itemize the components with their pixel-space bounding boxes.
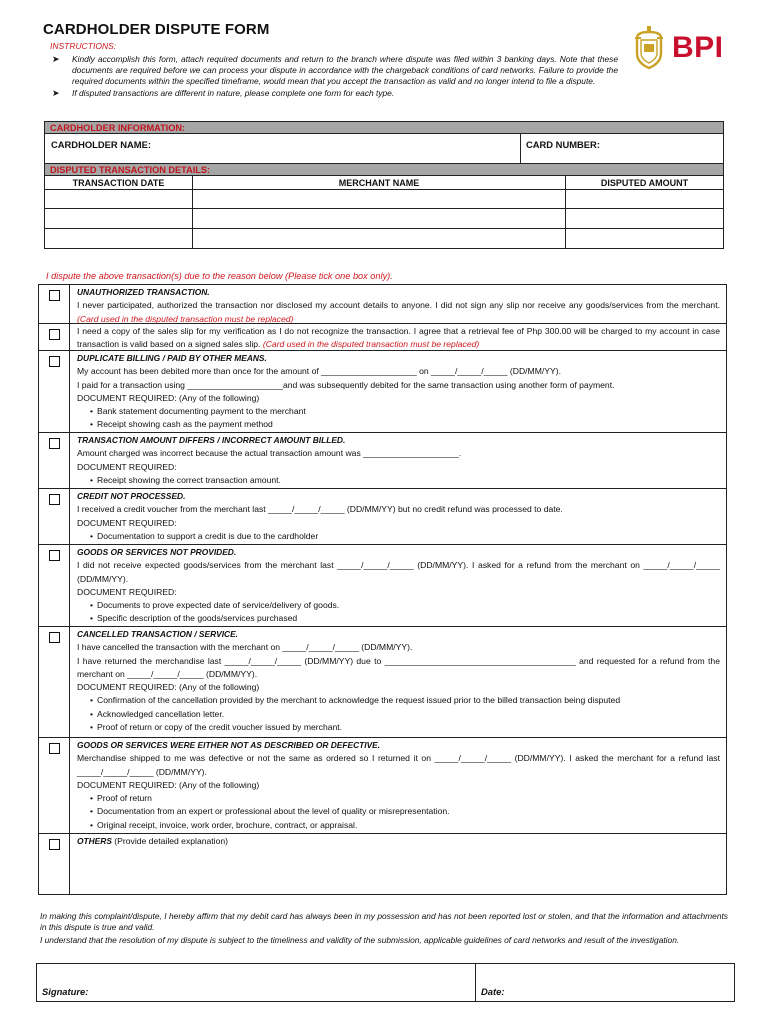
cardholder-name-field[interactable] [45,134,521,163]
reason-checkbox[interactable] [49,329,60,340]
cardholder-name-label: CARDHOLDER NAME: [51,139,151,150]
list-item: • Bank statement documenting payment to the merchant [77,405,720,418]
arrow-bullet-icon: ➤ [52,87,60,98]
reason-title: OTHERS [77,836,112,846]
document-required-label: DOCUMENT REQUIRED: [77,461,177,472]
reason-checkbox[interactable] [49,550,60,561]
date-label: Date: [481,986,505,997]
reason-cancelled [39,627,726,738]
list-item: • Original receipt, invoice, work order, brochure, contract, or appraisal. [77,819,720,832]
affirmation-text: I understand that the resolution of my dispute is subject to the timeliness and validity of the submission, applicable guidelines of card networks and result of the investigation. [40,935,680,946]
instructions-label: INSTRUCTIONS: [50,41,117,51]
reasons-table [38,284,727,895]
document-required-label: DOCUMENT REQUIRED: (Any of the following) [77,779,260,790]
bpi-logo [632,20,742,75]
transaction-date-cell[interactable] [45,190,193,208]
reason-text: I have cancelled the transaction with the merchant on _____/_____/_____ (DD/MM/YY). [77,642,413,653]
list-item: • Acknowledged cancellation letter. [77,708,720,721]
card-number-label: CARD NUMBER: [526,139,600,150]
table-row [45,229,723,248]
header-merchant-name: MERCHANT NAME [193,176,566,189]
reason-title: DUPLICATE BILLING / PAID BY OTHER MEANS. [77,353,267,363]
merchant-name-cell[interactable] [193,190,566,208]
reason-text: I did not receive expected goods/services from the merchant last _____/_____/_____ (DD/MM/YY). I asked for a refund from the merchant on _____/_____/_____ (DD/MM/YY). [77,560,720,584]
date-field[interactable] [476,964,734,1001]
reason-title: GOODS OR SERVICES NOT PROVIDED. [77,547,237,557]
reason-text: I received a credit voucher from the merchant last _____/_____/_____ (DD/MM/YY) but no credit refund was processed to date. [77,504,563,515]
table-row [45,209,723,228]
reason-duplicate-billing [39,351,726,433]
reason-credit-not-processed [39,489,726,545]
signature-label: Signature: [42,986,89,997]
list-item: • Documentation to support a credit is due to the cardholder [77,530,720,543]
table-row [45,190,723,209]
disputed-amount-cell[interactable] [566,229,723,248]
document-required-label: DOCUMENT REQUIRED: (Any of the following) [77,392,260,403]
transactions-header-row [45,176,723,190]
reason-text: I need a copy of the sales slip for my verification as I do not recognize the transaction. I agree that a retrieval fee of Php 300.00 will be charged to my account in case transaction is valid based on a signed sales slip. [77,326,720,350]
disputed-amount-cell[interactable] [566,209,723,227]
logo-text: BPI [672,30,724,64]
reason-text: Amount charged was incorrect because the actual transaction amount was ____________________. [77,448,462,459]
reason-unauthorized [39,285,726,324]
instructions [52,54,618,99]
transaction-date-cell[interactable] [45,229,193,248]
merchant-name-cell[interactable] [193,209,566,227]
signature-block [36,963,735,1002]
disputed-amount-cell[interactable] [566,190,723,208]
cardholder-section-header: CARDHOLDER INFORMATION: [45,122,723,134]
reason-text: Merchandise shipped to me was defective or not the same as ordered so I returned it on _____/_____/_____ (DD/MM/YY). I asked the merchant for a refund last _____/_____/_____ (DD/MM/YY). [77,753,720,777]
dispute-prompt: I dispute the above transaction(s) due to the reason below (Please tick one box only). [46,271,393,281]
list-item: • Receipt showing the correct transaction amount. [77,474,720,487]
list-item: • Documents to prove expected date of service/delivery of goods. [77,599,720,612]
reason-sales-slip-copy [39,324,726,351]
affirmation-text: In making this complaint/dispute, I hereby affirm that my debit card has always been in my possession and has not been reported lost or stolen, and that the information and attachments in this dispute is true and valid. [40,911,728,933]
signature-field[interactable] [37,964,476,1001]
document-required-label: DOCUMENT REQUIRED: (Any of the following) [77,682,260,693]
reason-checkbox[interactable] [49,290,60,301]
reason-checkbox[interactable] [49,438,60,449]
reason-checkbox[interactable] [49,839,60,850]
reason-text: (Provide detailed explanation) [114,836,228,846]
others-explanation-field[interactable] [70,834,726,894]
header-transaction-date: TRANSACTION DATE [45,176,193,189]
merchant-name-cell[interactable] [193,229,566,248]
document-required-label: DOCUMENT REQUIRED: [77,517,177,528]
document-required-label: DOCUMENT REQUIRED: [77,586,177,597]
list-item: • Proof of return [77,792,720,805]
list-item: • Specific description of the goods/services purchased [77,612,720,625]
reason-text: My account has been debited more than once for the amount of ____________________ on _____/_____/_____ (DD/MM/YY). [77,366,561,377]
header-disputed-amount: DISPUTED AMOUNT [600,177,689,188]
reason-checkbox[interactable] [49,632,60,643]
card-number-field[interactable] [521,134,723,163]
reason-note: (Card used in the disputed transaction must be replaced) [77,313,294,324]
arrow-bullet-icon: ➤ [52,54,60,64]
list-item: • Receipt showing cash as the payment method [77,418,720,431]
reason-checkbox[interactable] [49,494,60,505]
reason-checkbox[interactable] [49,356,60,367]
reason-defective [39,738,726,834]
affirmation [40,911,728,947]
reason-others [39,834,726,894]
reason-amount-differs [39,433,726,489]
reason-note: (Card used in the disputed transaction must be replaced) [262,339,480,350]
list-item: • Confirmation of the cancellation provided by the merchant to acknowledge the request issued prior to the billed transaction being disputed [77,694,720,707]
reason-title: CANCELLED TRANSACTION / SERVICE. [77,629,238,639]
list-item: • Documentation from an expert or professional about the level of quality or misrepresentation. [77,805,720,818]
transaction-date-cell[interactable] [45,209,193,227]
transactions-section-header: DISPUTED TRANSACTION DETAILS: [45,164,723,176]
form-title: CARDHOLDER DISPUTE FORM [43,21,270,38]
list-item: • Proof of return or copy of the credit voucher issued by merchant. [77,721,720,734]
reason-title: UNAUTHORIZED TRANSACTION. [77,287,210,297]
cardholder-row [45,134,723,164]
instruction-item: ➤ If disputed transactions are different in nature, please complete one form for each type. [52,87,395,98]
reason-title: TRANSACTION AMOUNT DIFFERS / INCORRECT AMOUNT BILLED. [77,435,346,445]
reason-text: I have returned the merchandise last _____/_____/_____ (DD/MM/YY) due to ________________________________________ and requested for a refund from the merchant on _____/_____/_____ (DD/MM/YY). [77,655,720,679]
reason-title: CREDIT NOT PROCESSED. [77,491,186,501]
cardholder-table [44,121,724,249]
reason-not-provided [39,545,726,627]
reason-text: I paid for a transaction using ____________________and was subsequently debited for the same transaction using another form of payment. [77,379,615,390]
reason-title: GOODS OR SERVICES WERE EITHER NOT AS DESCRIBED OR DEFECTIVE. [77,740,381,750]
reason-checkbox[interactable] [49,743,60,754]
reason-text: I never participated, authorized the transaction nor disclosed my account details to anyone. I did not sign any slip nor receive any goods/services from the merchant. [77,300,720,311]
bpi-crest-icon [632,26,666,70]
instruction-item: ➤ Kindly accomplish this form, attach required documents and return to the branch where dispute was filed within 3 banking days. Note that these documents are required before we can process your dispute in accordance with the chargeback conditions of card networks. Failure to provide the required documents within the specified timeframe, would mean that you accept the transaction as valid and no longer intend to file a dispute. [52,54,618,87]
